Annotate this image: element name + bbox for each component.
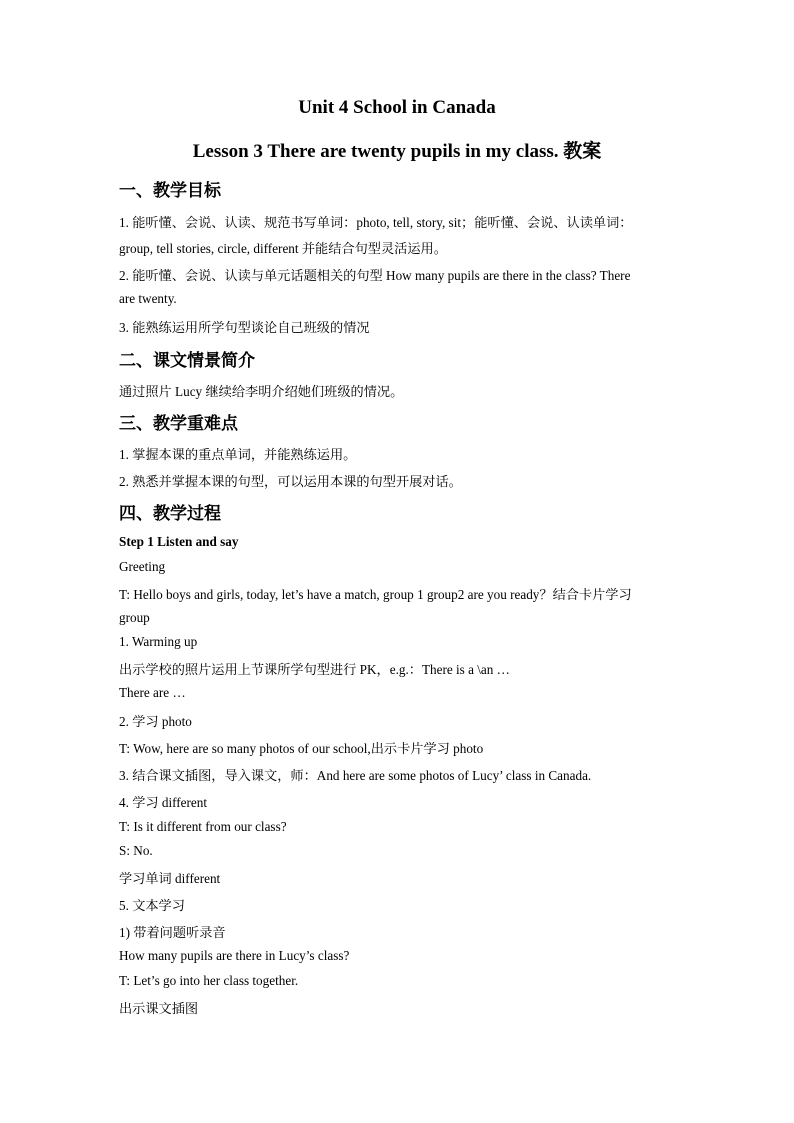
step-heading: Step 1 Listen and say [119,534,239,549]
paragraph-line: group [119,610,150,625]
paragraph-line: T: Hello boys and girls, today, let’s have a match, group 1 group2 are you ready？结合卡片学习 [119,587,632,602]
paragraph-line: 学习单词 different [119,871,221,886]
document-subtitle: Lesson 3 There are twenty pupils in my class. 教案 [192,141,602,162]
paragraph-line: are twenty. [119,291,177,306]
paragraph-line: S: No. [119,843,153,858]
paragraph-line: group, tell stories, circle, different 并能结合句型灵活运用。 [119,241,447,256]
paragraph-line: How many pupils are there in Lucy’s class? [119,948,350,963]
paragraph-line: 1. Warming up [119,634,198,649]
paragraph-line: 1. 能听懂、会说、认读、规范书写单词：photo, tell, story, sit；能听懂、会说、认读单词： [119,215,633,230]
section-heading-goals: 一、教学目标 [119,181,221,201]
paragraph-line: 1) 带着问题听录音 [119,925,226,940]
paragraph-line: 3. 能熟练运用所学句型谈论自己班级的情况 [119,320,370,335]
paragraph-line: 2. 熟悉并掌握本课的句型，可以运用本课的句型开展对话。 [119,474,462,489]
paragraph-line: T: Let’s go into her class together. [119,973,299,988]
paragraph-line: There are … [119,685,186,700]
paragraph-line: 2. 学习 photo [119,714,192,729]
paragraph-line: 3. 结合课文插图，导入课文，师：And here are some photos of Lucy’ class in Canada. [119,768,592,783]
paragraph-line: 出示课文插图 [119,1001,199,1016]
paragraph-line: T: Is it different from our class? [119,819,287,834]
paragraph-line: 1. 掌握本课的重点单词，并能熟练运用。 [119,447,357,462]
paragraph-line: 通过照片 Lucy 继续给李明介绍她们班级的情况。 [119,384,404,399]
paragraph-line: 出示学校的照片运用上节课所学句型进行 PK，e.g.：There is a \an … [119,662,510,677]
paragraph-line: 2. 能听懂、会说、认读与单元话题相关的句型 How many pupils are there in the class? There [119,268,631,283]
paragraph-line: 5. 文本学习 [119,898,185,913]
paragraph-line: T: Wow, here are so many photos of our school,出示卡片学习 photo [119,741,484,756]
section-heading-process: 四、教学过程 [119,504,221,524]
paragraph-line: 4. 学习 different [119,795,208,810]
paragraph-line: Greeting [119,559,166,574]
section-heading-key-points: 三、教学重难点 [119,414,238,434]
section-heading-context: 二、课文情景简介 [119,351,255,371]
document-title: Unit 4 School in Canada [298,97,496,118]
